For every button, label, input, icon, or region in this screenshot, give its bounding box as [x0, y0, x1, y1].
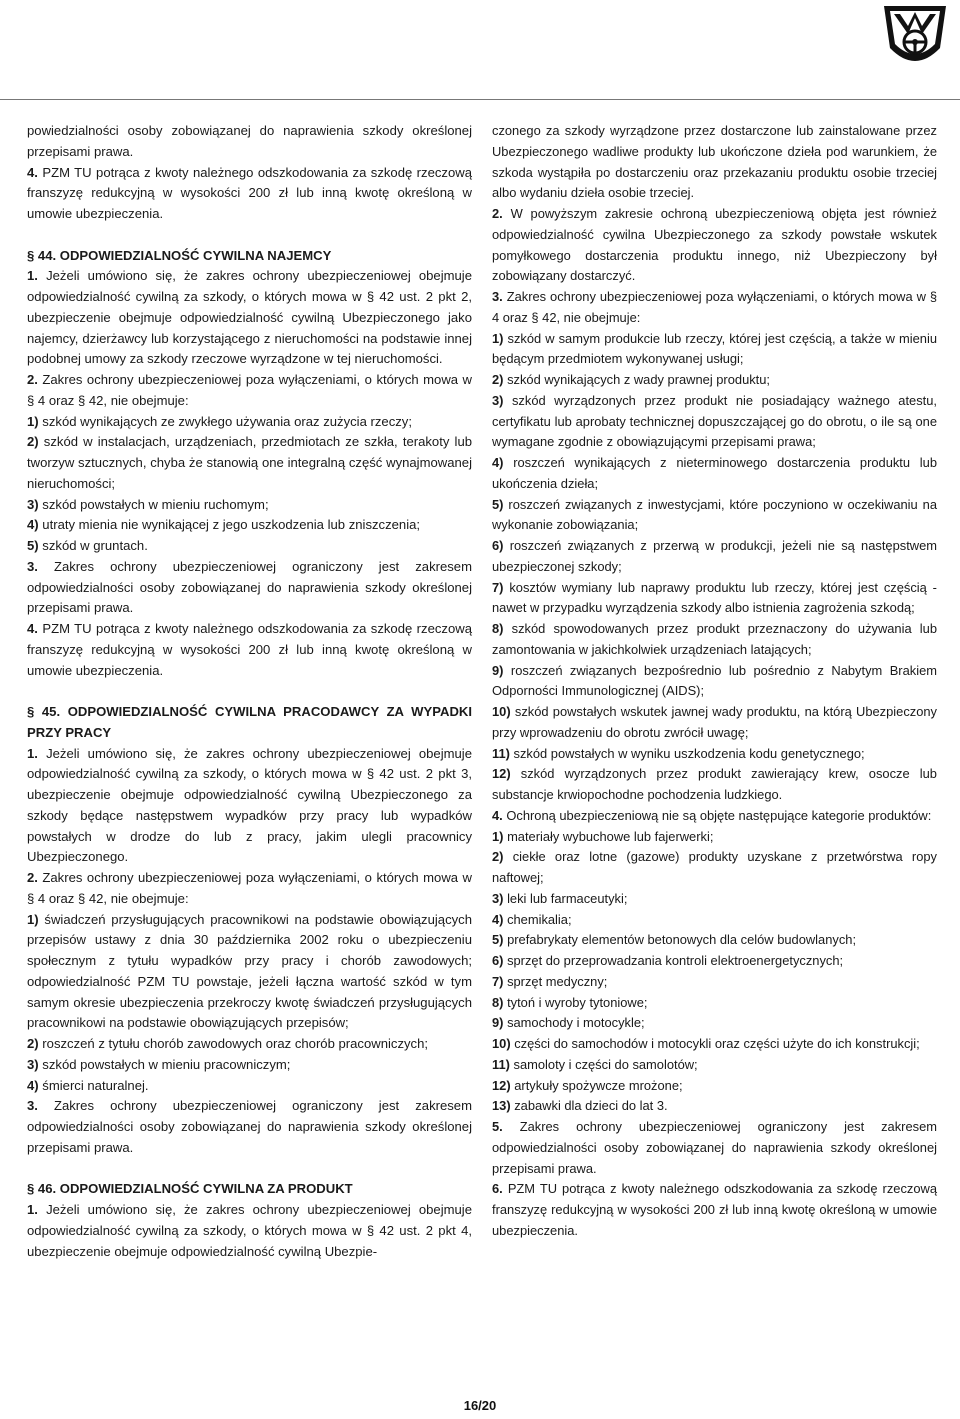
- paragraph-text: roszczeń związanych bezpośrednio lub pośrednio z Nabytym Brakiem Odporności Immunologicznej (AIDS);: [492, 662, 937, 699]
- paragraph: [27, 744, 472, 869]
- paragraph: [492, 1179, 937, 1241]
- pzm-logo-icon: [880, 4, 950, 70]
- item-number: 1): [492, 330, 504, 346]
- paragraph: [27, 1200, 472, 1262]
- paragraph-text: leki lub farmaceutyki;: [507, 890, 628, 906]
- paragraph: [492, 744, 937, 765]
- item-number: 4.: [492, 807, 503, 823]
- item-number: 1): [27, 911, 39, 927]
- paragraph: [492, 1013, 937, 1034]
- paragraph-text: PZM TU potrąca z kwoty należnego odszkodowania za szkodę rzeczową franszyzę redukcyjną w wysokości 200 zł lub inną kwotę określoną w umowie ubezpieczenia.: [27, 164, 472, 221]
- paragraph: [492, 661, 937, 703]
- paragraph-text: szkód spowodowanych przez produkt przeznaczony do używania lub zamontowania w jakichkolwiek urządzeniach latających;: [492, 621, 937, 657]
- paragraph: [27, 495, 472, 516]
- paragraph: [27, 412, 472, 433]
- paragraph-text: szkód w instalacjach, urządzeniach, przedmiotach ze szkła, terakoty lub tworzyw sztucznych, chyba że stanowią one integralną część wynajmowanej nieruchomości;: [27, 434, 473, 491]
- item-number: 6.: [492, 1181, 503, 1197]
- item-number: 7): [492, 973, 504, 989]
- paragraph-text: PZM TU potrąca z kwoty należnego odszkodowania za szkodę rzeczową franszyzę redukcyjną w wysokości 200 zł lub inną kwotę określoną w umowie ubezpieczenia.: [492, 1181, 937, 1238]
- section-heading: § 46. ODPOWIEDZIALNOŚĆ CYWILNA ZA PRODUKT: [27, 1181, 353, 1197]
- paragraph-text: Zakres ochrony ubezpieczeniowej ograniczony jest zakresem odpowiedzialności osoby zobowiązanej do naprawienia szkody określonej przepisami prawa.: [27, 1098, 472, 1155]
- item-number: 2.: [27, 372, 38, 387]
- paragraph-text: szkód w samym produkcie lub rzeczy, której jest częścią, a także w mieniu będącym przedmiotem wykonywanej usługi;: [492, 330, 937, 367]
- section-heading: § 45. ODPOWIEDZIALNOŚĆ CYWILNA PRACODAWCY ZA WYPADKI PRZY PRACY: [27, 704, 472, 740]
- header-rule: [0, 99, 960, 100]
- paragraph: [27, 1096, 472, 1158]
- paragraph-text: Jeżeli umówiono się, że zakres ochrony ubezpieczeniowej obejmuje odpowiedzialność cywilną za szkody, o których mowa w § 42 ust. 2 pkt 4, ubezpieczenie obejmuje odpowiedzialność cywilną Ubezpie-: [27, 1202, 472, 1259]
- item-number: 11): [492, 1056, 510, 1072]
- paragraph-text: śmierci naturalnej.: [42, 1077, 149, 1093]
- paragraph: [492, 536, 937, 578]
- paragraph-text: czonego za szkody wyrządzone przez dostarczone lub zainstalowane przez Ubezpieczonego wadliwe produkty lub ukończone dzieła pod warunkiem, że szkoda wystąpiła po dostarczeniu oraz przekazaniu produktu osobie trzeciej albo wydaniu dzieła osobie trzeciej.: [492, 123, 937, 201]
- paragraph-text: samochody i motocykle;: [507, 1015, 645, 1031]
- item-number: 2): [492, 372, 504, 387]
- paragraph: [27, 1034, 472, 1055]
- paragraph: [492, 1117, 937, 1179]
- paragraph: [492, 827, 937, 848]
- paragraph: [492, 930, 937, 951]
- paragraph: [492, 370, 937, 391]
- paragraph: [492, 391, 937, 453]
- paragraph: [492, 702, 937, 744]
- paragraph: [492, 121, 937, 204]
- paragraph-text: Zakres ochrony ubezpieczeniowej poza wyłączeniami, o których mowa w § 4 oraz § 42, nie obejmuje:: [27, 870, 472, 906]
- paragraph-text: szkód w gruntach.: [42, 538, 148, 553]
- paragraph-text: PZM TU potrąca z kwoty należnego odszkodowania za szkodę rzeczową franszyzę redukcyjną w wysokości 200 zł lub inną kwotę określoną w umowie ubezpieczenia.: [27, 621, 472, 678]
- paragraph: [492, 1034, 937, 1055]
- item-number: 2): [27, 434, 39, 450]
- page-number: 16/20: [463, 1398, 497, 1413]
- paragraph: [27, 121, 472, 163]
- item-number: 3.: [27, 558, 38, 574]
- paragraph: [492, 764, 937, 806]
- paragraph: [492, 889, 937, 910]
- paragraph-text: Zakres ochrony ubezpieczeniowej ograniczony jest zakresem odpowiedzialności osoby zobowiązanej do naprawienia szkody określonej przepisami prawa.: [27, 558, 472, 616]
- item-number: 5): [492, 932, 504, 948]
- paragraph-text: Jeżeli umówiono się, że zakres ochrony ubezpieczeniowej obejmuje odpowiedzialność cywilną za szkody, o których mowa w § 42 ust. 2 pkt 3, ubezpieczenie obejmuje odpowiedzialność cywilną Ubezpieczonego za szkody będące następstwem wypadków przy pracy lub wypadków powstałych w drodze do lub z pracy, jakim ulegli pracownicy Ubezpieczonego.: [27, 745, 472, 865]
- paragraph-text: artykuły spożywcze mrożone;: [514, 1077, 683, 1093]
- item-number: 1.: [27, 1202, 38, 1217]
- item-number: 3.: [492, 289, 503, 304]
- item-number: 2.: [492, 206, 503, 221]
- paragraph: [492, 1076, 937, 1097]
- paragraph: [492, 1096, 937, 1117]
- paragraph: [492, 204, 937, 287]
- paragraph: [492, 1055, 937, 1076]
- item-number: 1.: [27, 745, 38, 761]
- paragraph: [492, 453, 937, 495]
- item-number: 10): [492, 704, 511, 719]
- item-number: 1.: [27, 268, 38, 284]
- item-number: 2.: [27, 870, 38, 885]
- paragraph-text: Zakres ochrony ubezpieczeniowej ograniczony jest zakresem odpowiedzialności osoby zobowiązanej do naprawienia szkody określonej przepisami prawa.: [492, 1119, 937, 1176]
- paragraph: [27, 868, 472, 910]
- paragraph: [492, 910, 937, 931]
- item-number: 3): [27, 1056, 39, 1072]
- item-number: 2): [27, 1036, 39, 1051]
- paragraph-text: powiedzialności osoby zobowiązanej do naprawienia szkody określonej przepisami prawa.: [27, 123, 472, 159]
- paragraph-text: szkód wynikających ze zwykłego używania oraz zużycia rzeczy;: [42, 413, 412, 429]
- paragraph-text: samoloty i części do samolotów;: [513, 1056, 698, 1072]
- item-number: 9): [492, 662, 504, 678]
- paragraph: [27, 370, 472, 412]
- item-number: 12): [492, 1077, 511, 1093]
- paragraph-text: ciekłe oraz lotne (gazowe) produkty uzyskane z przetwórstwa ropy naftowej;: [492, 849, 937, 885]
- paragraph-text: szkód wynikających z wady prawnej produktu;: [507, 372, 771, 387]
- item-number: 3): [492, 890, 504, 906]
- item-number: 2): [492, 849, 504, 865]
- item-number: 10): [492, 1036, 511, 1051]
- paragraph: [492, 806, 937, 827]
- paragraph: [492, 993, 937, 1014]
- paragraph-text: szkód powstałych w mieniu ruchomym;: [42, 496, 269, 512]
- paragraph-text: szkód powstałych w mieniu pracowniczym;: [42, 1056, 291, 1072]
- paragraph-text: prefabrykaty elementów betonowych dla celów budowlanych;: [507, 932, 857, 948]
- paragraph: [492, 329, 937, 371]
- item-number: 8): [492, 994, 504, 1010]
- paragraph: [27, 266, 472, 370]
- item-number: 11): [492, 745, 510, 761]
- item-number: 3.: [27, 1098, 38, 1114]
- item-number: 1): [27, 413, 39, 429]
- paragraph: [27, 1055, 472, 1076]
- paragraph: [27, 515, 472, 536]
- paragraph: [492, 972, 937, 993]
- paragraph-text: szkód powstałych w wyniku uszkodzenia kodu genetycznego;: [513, 745, 865, 761]
- paragraph-text: Zakres ochrony ubezpieczeniowej poza wyłączeniami, o których mowa w § 4 oraz § 42, nie obejmuje:: [27, 372, 472, 408]
- paragraph: [492, 287, 937, 329]
- paragraph-text: roszczeń związanych z inwestycjami, które poczyniono w oczekiwaniu na wykonanie zobowiązania;: [492, 496, 937, 533]
- item-number: 4.: [27, 164, 38, 180]
- paragraph: [27, 536, 472, 557]
- paragraph-text: świadczeń przysługujących pracownikowi na podstawie obowiązujących przepisów ustawy z dnia 30 października 2002 roku o ubezpieczeniu społecznym z tytułu wypadków przy pracy i chorób zawodowych; odpowiedzialność PZM TU powstaje, jeżeli łączna wartość szkód w tym samym okresie ubezpieczenia przekroczy kwotę świadczeń przysługujących pracownikowi na podstawie obowiązujących przepisów;: [27, 911, 472, 1031]
- paragraph: [492, 619, 937, 661]
- paragraph-text: Jeżeli umówiono się, że zakres ochrony ubezpieczeniowej obejmuje odpowiedzialność cywilną za szkody, o których mowa w § 42 ust. 2 pkt 2, ubezpieczenie obejmuje odpowiedzialność cywilną Ubezpieczonego jako najemcy, dzierżawcy lub korzystającego z nieruchomości na podstawie innej podobnej umowy za szkody rzeczowe wyrządzone w tej nieruchomości.: [27, 268, 472, 367]
- paragraph-text: chemikalia;: [507, 911, 572, 927]
- item-number: 4.: [27, 621, 38, 636]
- paragraph: [492, 951, 937, 972]
- paragraph-text: roszczeń wynikających z nieterminowego dostarczenia produktu lub ukończenia dzieła;: [492, 455, 937, 491]
- paragraph-text: roszczeń związanych z przerwą w produkcji, jeżeli nie są następstwem ubezpieczonej szkody;: [492, 538, 937, 574]
- item-number: 6): [492, 538, 504, 553]
- paragraph: [27, 619, 472, 681]
- item-number: 6): [492, 953, 504, 968]
- paragraph: [27, 910, 472, 1035]
- item-number: 5): [27, 538, 39, 553]
- item-number: 4): [492, 455, 504, 470]
- paragraph-text: części do samochodów i motocykli oraz części użyte do ich konstrukcji;: [514, 1036, 920, 1051]
- paragraph-text: materiały wybuchowe lub fajerwerki;: [507, 828, 714, 844]
- left-column: [27, 121, 472, 1262]
- item-number: 1): [492, 828, 504, 844]
- paragraph: [27, 1076, 472, 1097]
- paragraph-text: utraty mienia nie wynikającej z jego uszkodzenia lub zniszczenia;: [42, 517, 421, 533]
- item-number: 4): [492, 911, 504, 927]
- paragraph-text: sprzęt medyczny;: [507, 973, 608, 989]
- item-number: 7): [492, 579, 504, 595]
- section-heading: § 44. ODPOWIEDZIALNOŚĆ CYWILNA NAJEMCY: [27, 247, 332, 263]
- item-number: 13): [492, 1098, 511, 1114]
- paragraph: [27, 432, 472, 494]
- paragraph: [492, 578, 937, 620]
- item-number: 5): [492, 496, 504, 512]
- paragraph-text: kosztów wymiany lub naprawy produktu lub rzeczy, której jest częścią - nawet w przypadku wyrządzenia szkody albo istnienia zagrożenia szkodą;: [492, 579, 937, 616]
- paragraph-text: Zakres ochrony ubezpieczeniowej poza wyłączeniami, o których mowa w § 4 oraz § 42, nie obejmuje:: [492, 289, 937, 325]
- item-number: 3): [492, 392, 504, 408]
- item-number: 4): [27, 1077, 39, 1093]
- right-column: [492, 121, 937, 1242]
- paragraph-text: W powyższym zakresie ochroną ubezpieczeniową objęta jest również odpowiedzialność cywilna Ubezpieczonego za szkody powstałe wskutek pomyłkowego dostarczenia produktu innego, niż Ubezpieczony był zobowiązany dostarczyć.: [492, 206, 937, 284]
- paragraph: [27, 163, 472, 225]
- item-number: 4): [27, 517, 39, 533]
- paragraph: [492, 495, 937, 537]
- item-number: 12): [492, 766, 511, 782]
- item-number: 9): [492, 1015, 504, 1031]
- paragraph-text: zabawki dla dzieci do lat 3.: [514, 1098, 668, 1114]
- paragraph-text: tytoń i wyroby tytoniowe;: [507, 994, 648, 1010]
- paragraph-text: Ochroną ubezpieczeniową nie są objęte następujące kategorie produktów:: [506, 807, 932, 823]
- item-number: 8): [492, 621, 504, 636]
- paragraph-text: szkód wyrządzonych przez produkt zawierający krew, osocze lub substancje krwiopochodne pochodzenia ludzkiego.: [492, 766, 937, 802]
- paragraph-text: szkód powstałych wskutek jawnej wady produktu, na którą Ubezpieczony przy wprowadzeniu do obrotu zwrócił uwagę;: [492, 704, 937, 740]
- item-number: 3): [27, 496, 39, 512]
- item-number: 5.: [492, 1119, 503, 1134]
- paragraph-text: roszczeń z tytułu chorób zawodowych oraz chorób pracowniczych;: [42, 1036, 429, 1051]
- paragraph-text: sprzęt do przeprowadzania kontroli elektroenergetycznych;: [507, 953, 844, 968]
- paragraph: [27, 557, 472, 619]
- paragraph: [492, 847, 937, 889]
- paragraph-text: szkód wyrządzonych przez produkt nie posiadający ważnego atestu, certyfikatu lub aprobaty technicznej dopuszczającej go do obrotu, o ile są one wymagane zgodnie z obowiązującymi przepisami prawa;: [492, 392, 937, 450]
